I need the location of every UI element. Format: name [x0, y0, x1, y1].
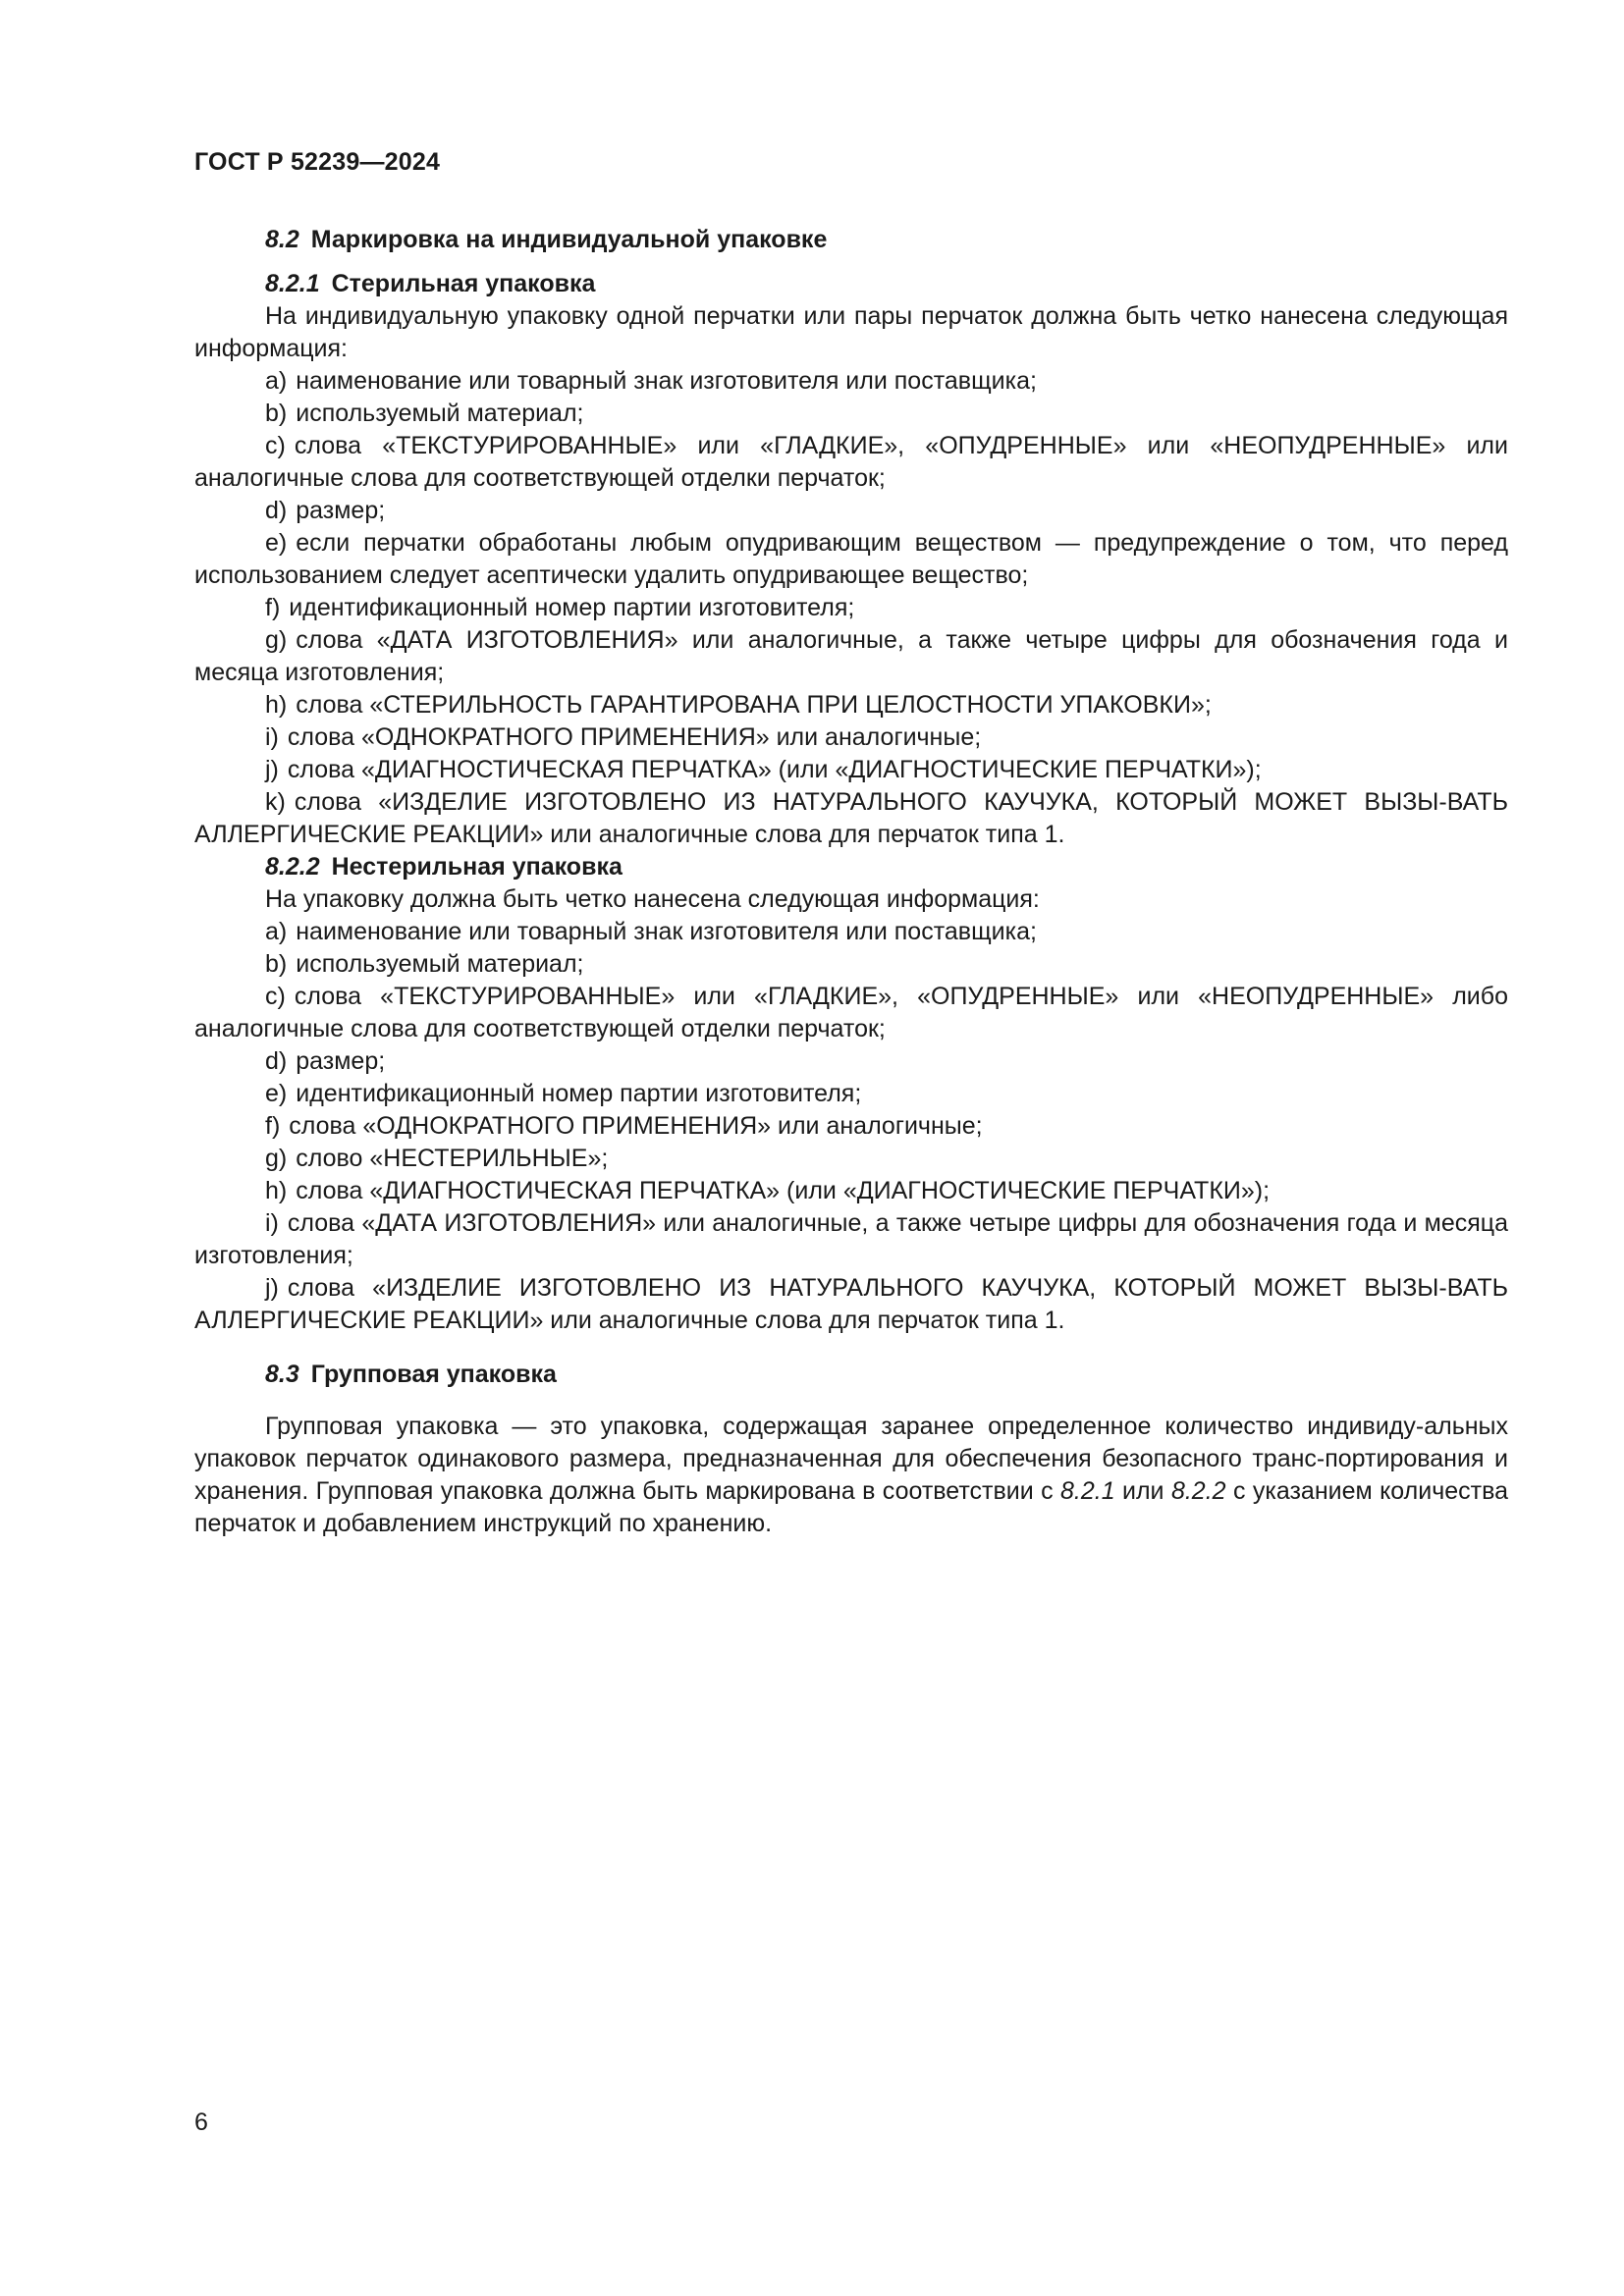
list-item-text: слова «ДИАГНОСТИЧЕСКАЯ ПЕРЧАТКА» (или «ДИАГНОСТИЧЕСКИЕ ПЕРЧАТКИ»);	[287, 756, 1262, 783]
cross-reference: 8.2.2	[1170, 1477, 1226, 1505]
section-8-2-1-heading	[194, 268, 1508, 300]
list-item	[194, 721, 1508, 754]
list-item-text: размер;	[296, 497, 386, 524]
list-item-text: слова «СТЕРИЛЬНОСТЬ ГАРАНТИРОВАНА ПРИ ЦЕЛОСТНОСТИ УПАКОВКИ»;	[296, 691, 1212, 719]
section-title: Маркировка на индивидуальной упаковке	[310, 226, 828, 253]
list-marker: j)	[265, 1274, 279, 1302]
list-item-text: наименование или товарный знак изготовителя или поставщика;	[296, 367, 1037, 395]
list-marker: e)	[265, 529, 288, 557]
document-body	[194, 224, 1508, 1540]
list-item-text: слова «ТЕКСТУРИРОВАННЫЕ» или «ГЛАДКИЕ», «ОПУДРЕННЫЕ» или «НЕОПУДРЕННЫЕ» или аналогичные слова для соответствующей отделки перчаток;	[194, 432, 1508, 492]
list-item	[194, 1143, 1508, 1175]
list-item	[194, 592, 1508, 624]
non-sterile-marking-list	[194, 916, 1508, 1337]
section-title: Нестерильная упаковка	[331, 853, 623, 881]
list-marker: i)	[265, 1209, 279, 1237]
list-item-text: слова «ДАТА ИЗГОТОВЛЕНИЯ» или аналогичные, а также четыре цифры для обозначения года и месяца изготовления;	[194, 1209, 1508, 1269]
list-item	[194, 916, 1508, 948]
list-item-text: слова «ИЗДЕЛИЕ ИЗГОТОВЛЕНО ИЗ НАТУРАЛЬНОГО КАУЧУКА, КОТОРЫЙ МОЖЕТ ВЫЗЫ-ВАТЬ АЛЛЕРГИЧЕСКИЕ РЕАКЦИИ» или аналогичные слова для перчаток типа 1.	[194, 1274, 1508, 1334]
list-item-text: идентификационный номер партии изготовителя;	[289, 594, 855, 621]
list-item	[194, 527, 1508, 592]
list-item-text: используемый материал;	[296, 950, 584, 978]
list-item-text: слова «ОДНОКРАТНОГО ПРИМЕНЕНИЯ» или аналогичные;	[287, 723, 982, 751]
section-number: 8.2.1	[265, 270, 320, 297]
section-8-2-heading	[194, 224, 1508, 256]
list-item-text: размер;	[296, 1047, 386, 1075]
list-marker: d)	[265, 1047, 288, 1075]
list-marker: g)	[265, 1145, 288, 1172]
section-8-2-1-intro: На индивидуальную упаковку одной перчатки или пары перчаток должна быть четко нанесена следующая информация:	[194, 302, 1508, 362]
section-8-2-2-heading	[194, 851, 1508, 883]
list-item	[194, 365, 1508, 398]
list-item	[194, 1175, 1508, 1207]
list-item-text: слова «ДАТА ИЗГОТОВЛЕНИЯ» или аналогичные, а также четыре цифры для обозначения года и месяца изготовления;	[194, 626, 1508, 686]
list-item-text: если перчатки обработаны любым опудривающим веществом — предупреждение о том, что перед использованием следует асептически удалить опудривающее вещество;	[194, 529, 1508, 589]
list-marker: b)	[265, 400, 288, 427]
list-item-text: слова «ДИАГНОСТИЧЕСКАЯ ПЕРЧАТКА» (или «ДИАГНОСТИЧЕСКИЕ ПЕРЧАТКИ»);	[296, 1177, 1271, 1204]
list-item	[194, 624, 1508, 689]
paragraph-text: с указанием количества перчаток и добавлением инструкций по хранению.	[194, 1477, 1508, 1537]
list-item	[194, 689, 1508, 721]
list-marker: h)	[265, 691, 288, 719]
section-8-3-heading	[194, 1359, 1508, 1391]
list-marker: j)	[265, 756, 279, 783]
list-marker: b)	[265, 950, 288, 978]
list-item	[194, 398, 1508, 430]
list-marker: d)	[265, 497, 288, 524]
list-marker: c)	[265, 432, 286, 459]
list-item-text: используемый материал;	[296, 400, 584, 427]
list-item	[194, 430, 1508, 495]
list-item	[194, 754, 1508, 786]
list-item	[194, 948, 1508, 981]
list-marker: f)	[265, 1112, 281, 1140]
section-8-2-2-intro: На упаковку должна быть четко нанесена следующая информация:	[265, 885, 1040, 913]
list-marker: g)	[265, 626, 288, 654]
list-item-text: слова «ОДНОКРАТНОГО ПРИМЕНЕНИЯ» или аналогичные;	[289, 1112, 983, 1140]
list-item	[194, 495, 1508, 527]
list-item-text: слова «ТЕКСТУРИРОВАННЫЕ» или «ГЛАДКИЕ», «ОПУДРЕННЫЕ» или «НЕОПУДРЕННЫЕ» либо аналогичные слова для соответствующей отделки перчаток;	[194, 983, 1508, 1042]
section-number: 8.3	[265, 1361, 299, 1388]
list-item	[194, 1078, 1508, 1110]
list-item	[194, 1272, 1508, 1337]
list-marker: h)	[265, 1177, 288, 1204]
sterile-marking-list	[194, 365, 1508, 851]
list-item	[194, 981, 1508, 1045]
section-number: 8.2.2	[265, 853, 320, 881]
list-marker: a)	[265, 918, 288, 945]
section-8-3-paragraph	[194, 1411, 1508, 1540]
cross-reference: 8.2.1	[1060, 1477, 1115, 1505]
list-item	[194, 786, 1508, 851]
list-item-text: наименование или товарный знак изготовителя или поставщика;	[296, 918, 1037, 945]
list-marker: f)	[265, 594, 281, 621]
list-marker: e)	[265, 1080, 288, 1107]
page-number: 6	[194, 2109, 208, 2136]
section-number: 8.2	[265, 226, 299, 253]
list-item-text: идентификационный номер партии изготовителя;	[296, 1080, 862, 1107]
section-title: Групповая упаковка	[310, 1361, 557, 1388]
list-marker: a)	[265, 367, 288, 395]
list-item-text: слова «ИЗДЕЛИЕ ИЗГОТОВЛЕНО ИЗ НАТУРАЛЬНОГО КАУЧУКА, КОТОРЫЙ МОЖЕТ ВЫЗЫ-ВАТЬ АЛЛЕРГИЧЕСКИЕ РЕАКЦИИ» или аналогичные слова для перчаток типа 1.	[194, 788, 1508, 848]
list-item-text: слово «НЕСТЕРИЛЬНЫЕ»;	[296, 1145, 609, 1172]
list-item	[194, 1207, 1508, 1272]
list-item	[194, 1110, 1508, 1143]
list-marker: k)	[265, 788, 286, 816]
list-marker: i)	[265, 723, 279, 751]
document-header: ГОСТ Р 52239—2024	[194, 148, 441, 176]
list-item	[194, 1045, 1508, 1078]
section-title: Стерильная упаковка	[331, 270, 596, 297]
paragraph-text: или	[1114, 1477, 1171, 1505]
paragraph-text: Групповая упаковка — это упаковка, содержащая заранее определенное количество индивиду-альных упаковок перчаток одинакового размера, предназначенная для обеспечения безопасного транс-портирования и хранения. Групповая упаковка должна быть маркирована в соответствии с	[194, 1413, 1508, 1505]
list-marker: c)	[265, 983, 286, 1010]
